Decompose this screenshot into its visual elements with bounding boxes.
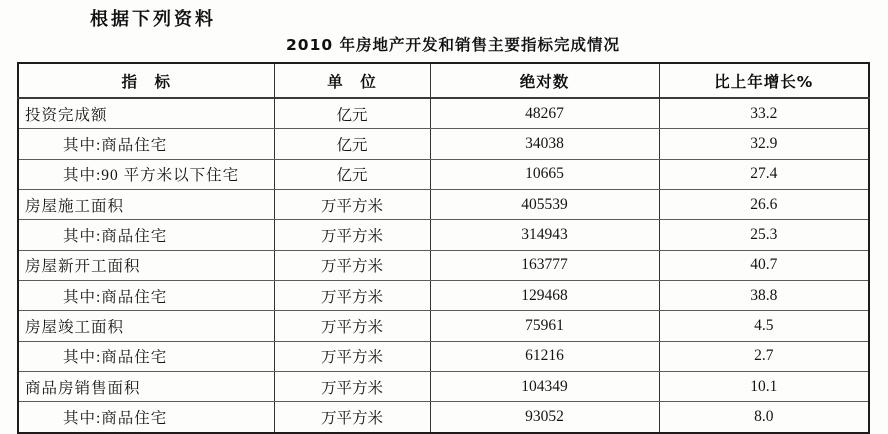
indicator-cell: 房屋竣工面积 — [18, 311, 274, 341]
growth-value-cell: 27.4 — [659, 159, 869, 189]
absolute-value-cell: 75961 — [430, 311, 659, 341]
absolute-value-cell: 163777 — [430, 250, 659, 280]
page-heading: 根据下列资料 — [90, 9, 216, 30]
growth-value-cell: 38.8 — [659, 281, 869, 311]
unit-cell: 万平方米 — [274, 220, 430, 250]
absolute-value-cell: 10665 — [430, 159, 659, 189]
growth-value-cell: 25.3 — [659, 220, 869, 250]
table-row — [18, 159, 869, 189]
unit-cell: 万平方米 — [274, 372, 430, 402]
col-header-absolute: 绝对数 — [430, 63, 659, 98]
col-header-growth: 比上年增长% — [659, 63, 869, 98]
indicator-cell: 房屋施工面积 — [18, 190, 274, 220]
indicator-cell: 其中:商品住宅 — [18, 281, 274, 311]
table-row — [18, 341, 869, 371]
col-header-indicator: 指 标 — [18, 63, 274, 98]
unit-cell: 万平方米 — [274, 402, 430, 433]
absolute-value-cell: 34038 — [430, 129, 659, 159]
growth-value-cell: 4.5 — [659, 311, 869, 341]
growth-value-cell: 8.0 — [659, 402, 869, 433]
indicator-cell: 商品房销售面积 — [18, 372, 274, 402]
growth-value-cell: 40.7 — [659, 250, 869, 280]
growth-value-cell: 10.1 — [659, 372, 869, 402]
growth-value-cell: 33.2 — [659, 98, 869, 129]
table-row — [18, 190, 869, 220]
indicator-cell: 房屋新开工面积 — [18, 250, 274, 280]
unit-cell: 万平方米 — [274, 311, 430, 341]
indicator-cell: 其中:商品住宅 — [18, 129, 274, 159]
unit-cell: 亿元 — [274, 129, 430, 159]
growth-value-cell: 26.6 — [659, 190, 869, 220]
absolute-value-cell: 93052 — [430, 402, 659, 433]
indicator-cell: 投资完成额 — [18, 98, 274, 129]
table-row — [18, 220, 869, 250]
unit-cell: 万平方米 — [274, 341, 430, 371]
table-row — [18, 250, 869, 280]
unit-cell: 亿元 — [274, 159, 430, 189]
table-row — [18, 311, 869, 341]
table-title: 2010 年房地产开发和销售主要指标完成情况 — [286, 36, 621, 54]
unit-cell: 万平方米 — [274, 190, 430, 220]
unit-cell: 万平方米 — [274, 250, 430, 280]
table-row — [18, 372, 869, 402]
table-row — [18, 98, 869, 129]
growth-value-cell: 32.9 — [659, 129, 869, 159]
table-row — [18, 402, 869, 433]
absolute-value-cell: 48267 — [430, 98, 659, 129]
absolute-value-cell: 104349 — [430, 372, 659, 402]
indicators-table — [17, 62, 870, 434]
absolute-value-cell: 61216 — [430, 341, 659, 371]
unit-cell: 亿元 — [274, 98, 430, 129]
unit-cell: 万平方米 — [274, 281, 430, 311]
table-row — [18, 281, 869, 311]
absolute-value-cell: 314943 — [430, 220, 659, 250]
indicator-cell: 其中:商品住宅 — [18, 402, 274, 433]
absolute-value-cell: 405539 — [430, 190, 659, 220]
indicator-cell: 其中:商品住宅 — [18, 220, 274, 250]
indicator-cell: 其中:商品住宅 — [18, 341, 274, 371]
absolute-value-cell: 129468 — [430, 281, 659, 311]
table-header-row — [18, 63, 869, 98]
table-row — [18, 129, 869, 159]
col-header-unit: 单 位 — [274, 63, 430, 98]
indicator-cell: 其中:90 平方米以下住宅 — [18, 159, 274, 189]
growth-value-cell: 2.7 — [659, 341, 869, 371]
